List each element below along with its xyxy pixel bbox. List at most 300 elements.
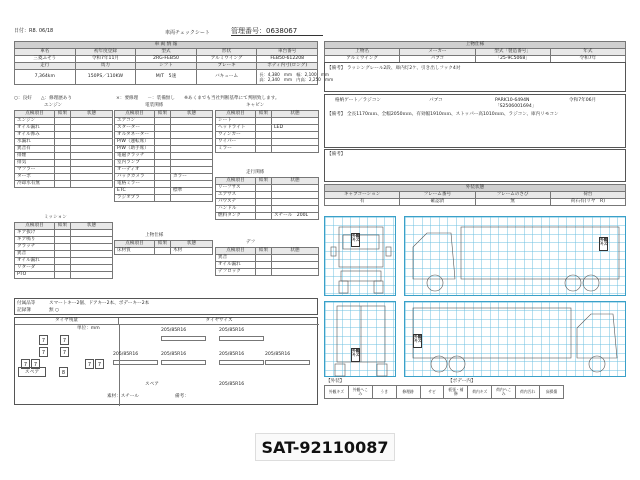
check-state [71, 230, 113, 237]
check-result [155, 174, 171, 181]
tire-size: 205/85R16 [265, 352, 291, 357]
col-header: 状態 [71, 111, 113, 118]
check-row [15, 251, 113, 258]
chassis-number: FEB50-612208 [257, 56, 318, 63]
diff-title: デフ [246, 240, 256, 245]
horsepower: 150PS／110KW [75, 70, 136, 85]
check-item: P/W（助手席） [115, 146, 155, 153]
tire-size: 205/85R16 [161, 328, 187, 333]
check-item: スターター [115, 125, 155, 132]
col-header: 点検項目 [15, 223, 55, 230]
accessories-text: スマートキー2個、ドアキー2本、ボデーキー2本 [49, 301, 150, 306]
check-state [171, 160, 213, 167]
electrical-table [114, 110, 213, 202]
check-item: オイル漏れ [15, 258, 55, 265]
col-header: メーカー [400, 49, 475, 56]
check-state [171, 125, 213, 132]
check-row [216, 146, 319, 153]
exterior-scratch-sticker: 外観 キズ [351, 348, 360, 362]
check-row [216, 262, 319, 269]
check-row [15, 139, 113, 146]
legend-item: 荷内汚れ [516, 386, 540, 399]
check-item: エアサス [216, 192, 256, 199]
spare-size-label: スペア [145, 382, 159, 387]
col-header: 結果 [55, 223, 71, 230]
upper-body-table [114, 240, 213, 255]
electrical-title: 電装関係 [145, 103, 164, 108]
check-row [115, 174, 213, 181]
brake-type: バキューム [196, 70, 257, 85]
check-item: パワステ [216, 199, 256, 206]
check-item: ハンドル [216, 206, 256, 213]
check-state [71, 125, 113, 132]
liftgate-note-text: 全長1170ｍｍ、全幅2050ｍｍ、有効幅1910ｍｍ、ストッパー高1010ｍｍ、ラジコン、庫内リモコン [347, 112, 559, 117]
check-state [71, 251, 113, 258]
check-result [55, 230, 71, 237]
check-result [55, 251, 71, 258]
upper-spec-table [324, 41, 626, 63]
check-row [15, 167, 113, 174]
check-item: ワイパー [216, 139, 256, 146]
col-header: 状態 [272, 111, 319, 118]
frame-number: 確認済 [400, 199, 475, 206]
col-header: 点検項目 [216, 111, 256, 118]
check-item: 排煙 [15, 153, 55, 160]
check-row [216, 185, 319, 192]
col-header: ブレーキ [196, 63, 257, 70]
check-result [256, 199, 272, 206]
upper-body-title: 上物仕様 [145, 233, 164, 238]
body-shape: アルミウイング [196, 56, 257, 63]
legend-item: 荷内へこみ [492, 386, 516, 399]
check-row [216, 206, 319, 213]
col-header: 結果 [155, 241, 171, 248]
check-state [71, 181, 113, 188]
check-result [256, 185, 272, 192]
tire-value: 7 [31, 359, 40, 369]
check-result [55, 272, 71, 279]
check-row [15, 230, 113, 237]
check-row [216, 199, 319, 206]
vehicle-info-table [14, 41, 334, 85]
check-row [115, 132, 213, 139]
check-state [171, 132, 213, 139]
col-header: シフト [136, 63, 197, 70]
tire-value: 7 [85, 359, 94, 369]
exterior-scratch-sticker: 外観 キズ [413, 334, 422, 348]
upper-note-label: 【備考】 [327, 66, 346, 71]
legend-exterior-title: 【外装】 [326, 379, 345, 384]
check-item: 電磁クラッチ [115, 153, 155, 160]
remarks-label: 【備考】 [327, 152, 346, 157]
check-state [71, 139, 113, 146]
check-state [272, 146, 319, 153]
check-item: バックカメラ [115, 174, 155, 181]
accessories-label: 付属品等 [17, 301, 36, 306]
tire-size: 205/85R16 [219, 352, 245, 357]
legend-left: ○：良好 △：修理歴あり [14, 96, 73, 101]
vehicle-info-title: 車 両 情 報 [15, 42, 318, 49]
col-header: 点検項目 [15, 111, 55, 118]
col-header: 年式 [550, 49, 625, 56]
check-result [55, 125, 71, 132]
col-header: 馬力 [75, 63, 136, 70]
check-row [115, 160, 213, 167]
check-item: 燃料タンク [216, 213, 256, 220]
check-result [155, 153, 171, 160]
check-result [155, 139, 171, 146]
check-result [155, 125, 171, 132]
liftgate-type: 格納ゲート／ラジコン [335, 98, 381, 103]
check-result [55, 258, 71, 265]
col-header: 状態 [171, 111, 213, 118]
check-state [272, 185, 319, 192]
col-header: 点検項目 [115, 241, 155, 248]
upper-spec-title: 上物仕様 [325, 42, 626, 49]
remarks-box [324, 149, 626, 182]
col-header: 形状 [196, 49, 257, 56]
tire-size: 205/85R16 [161, 352, 187, 357]
liftgate-serial: 「S2506001694」 [495, 104, 537, 109]
check-state: スチール 200L [272, 213, 319, 220]
check-state [171, 118, 213, 125]
check-row [15, 265, 113, 272]
transmission: M/T 5速 [136, 70, 197, 85]
mileage: 7,364km [15, 70, 76, 85]
running-table [215, 177, 319, 220]
check-item: ターボ [15, 174, 55, 181]
front-view-diagram [324, 216, 396, 296]
check-item: P/W（運転席） [115, 139, 155, 146]
col-header: 状態 [272, 248, 319, 255]
check-state [71, 258, 113, 265]
check-state: 標準 [171, 188, 213, 195]
col-header: 結果 [55, 111, 71, 118]
legend-item: うき [372, 386, 396, 399]
check-row [15, 237, 113, 244]
check-result [55, 118, 71, 125]
tire-unit: 単位：mm [77, 326, 100, 331]
check-result [55, 174, 71, 181]
check-item: ウィンカー [216, 132, 256, 139]
tire-value: 7 [21, 359, 30, 369]
sheet-title: 車両チェックシート [165, 30, 210, 36]
col-header: キャブコーション [325, 192, 400, 199]
col-header: 結果 [155, 111, 171, 118]
check-state [272, 206, 319, 213]
legend-item: 外観へこみ [348, 386, 372, 399]
diagram-legend-table [324, 385, 564, 399]
check-date: 日付：R8. 06/18 [14, 28, 54, 34]
exterior-title: 外装状態 [325, 185, 626, 192]
check-state [71, 118, 113, 125]
check-state [171, 181, 213, 188]
mission-table [14, 222, 113, 279]
check-result [155, 146, 171, 153]
check-item: オイル漏れ [216, 262, 256, 269]
check-state [272, 139, 319, 146]
check-state [71, 132, 113, 139]
engine-table [14, 110, 113, 188]
check-item: オルタネーター [115, 132, 155, 139]
check-state [272, 199, 319, 206]
spare-label: スペア [18, 367, 46, 377]
check-row [115, 146, 213, 153]
check-row [15, 174, 113, 181]
check-result [256, 139, 272, 146]
tire-value: 7 [60, 347, 69, 357]
check-result [55, 160, 71, 167]
check-item: クラッチ [15, 244, 55, 251]
records-value: 無 ○ [49, 308, 60, 313]
check-item: オイル漏れ [15, 125, 55, 132]
col-header: 点検項目 [216, 178, 256, 185]
check-row [115, 181, 213, 188]
col-header: 結果 [256, 248, 272, 255]
check-result [55, 167, 71, 174]
check-row [15, 118, 113, 125]
check-item: PTO [15, 272, 55, 279]
exterior-scratch-sticker: 外観 キズ [599, 237, 608, 251]
wheel-note: 備考： [175, 394, 189, 399]
check-state [71, 174, 113, 181]
check-item: 排気 [15, 160, 55, 167]
check-result [55, 146, 71, 153]
check-result [256, 255, 272, 262]
truck-side-icon [405, 217, 627, 297]
stock-number: SAT-92110087 [255, 433, 395, 461]
check-row [216, 125, 319, 132]
col-header: ボディ内寸(ロング) [257, 63, 318, 70]
tire-value: 7 [39, 347, 48, 357]
check-state [272, 269, 319, 276]
check-result [155, 118, 171, 125]
check-result [155, 167, 171, 174]
diff-table [215, 247, 319, 276]
check-state [171, 146, 213, 153]
check-row [15, 132, 113, 139]
check-state [171, 139, 213, 146]
first-registration: 令和7年11月 [75, 56, 136, 63]
check-state [272, 262, 319, 269]
upper-maker: パブコ [400, 56, 475, 63]
check-state: LED [272, 125, 319, 132]
check-row [115, 188, 213, 195]
check-item: エアコン [115, 118, 155, 125]
check-item: エンジン [15, 118, 55, 125]
body-dimensions: 長：4,380 mm 幅：2,100 mm 高：2,340 mm 内高：2,250 mm [257, 70, 318, 85]
check-state [171, 195, 213, 202]
upper-note-box [324, 62, 626, 92]
col-header: 結果 [256, 178, 272, 185]
cab-caution: 有 [325, 199, 400, 206]
check-state [71, 272, 113, 279]
engine-title: エンジン [44, 103, 63, 108]
model-code: 2RG-FEB50 [136, 56, 197, 63]
frame-rust: 無 [475, 199, 550, 206]
tire-size-title: タイヤサイズ [119, 318, 319, 325]
check-item: 電格ミラー [115, 181, 155, 188]
upper-year: 令和7年 [550, 56, 625, 63]
col-header: 結果 [256, 111, 272, 118]
check-row [15, 160, 113, 167]
tire-value: 7 [39, 335, 48, 345]
check-state [71, 160, 113, 167]
check-item: 床材質 [115, 248, 155, 255]
check-row [115, 118, 213, 125]
check-row [115, 248, 213, 255]
check-result [256, 269, 272, 276]
liftgate-date: 令和7年06月 [569, 98, 597, 103]
col-header: 状態 [71, 223, 113, 230]
check-state [272, 255, 319, 262]
check-row [216, 255, 319, 262]
check-result [155, 188, 171, 195]
check-result [256, 132, 272, 139]
check-result [55, 244, 71, 251]
check-state [272, 192, 319, 199]
side-view-2-diagram [404, 301, 626, 377]
check-row [15, 181, 113, 188]
col-header: 状態 [171, 241, 213, 248]
check-item: ヘッドライト [216, 125, 256, 132]
check-item: ラジオプラ [115, 195, 155, 202]
check-row [216, 213, 319, 220]
check-item: 冷却水有無 [15, 181, 55, 188]
col-header: 型式「製造番号」 [475, 49, 550, 56]
check-item: マフラー [15, 167, 55, 174]
upper-note-text: ラッシングレール2段、庫内灯2ケ、引き出しフック4対 [347, 66, 461, 71]
check-result [55, 139, 71, 146]
tires-box [14, 317, 318, 405]
check-result [256, 262, 272, 269]
col-header: 走行 [15, 63, 76, 70]
check-result [155, 132, 171, 139]
check-row [15, 272, 113, 279]
check-result [55, 237, 71, 244]
col-header: 初年度登録 [75, 49, 136, 56]
exterior-table [324, 184, 626, 206]
truck-front-icon [325, 217, 397, 297]
col-header: フレーム番号 [400, 192, 475, 199]
check-row [216, 269, 319, 276]
legend-item: 板張・補修 [444, 386, 468, 399]
col-header: 荷台 [550, 192, 625, 199]
check-item: 異音 [216, 255, 256, 262]
check-item: 室内ランプ [115, 160, 155, 167]
check-item: オイル滲み [15, 132, 55, 139]
col-header: 型式 [136, 49, 197, 56]
legend-item: 修理跡 [396, 386, 420, 399]
check-row [115, 125, 213, 132]
check-row [15, 244, 113, 251]
vehicle-name: 三菱ふそう [15, 56, 76, 63]
check-row [216, 139, 319, 146]
legend-item: 外観キズ [325, 386, 349, 399]
truck-side-icon [405, 302, 627, 378]
legend-body-title: 【ボデー内】 [448, 379, 476, 384]
check-item: 水漏れ [15, 139, 55, 146]
check-item: ETC [115, 188, 155, 195]
check-state [71, 244, 113, 251]
cargo-bed: 荷石有(リヤ R) [550, 199, 625, 206]
check-result [256, 118, 272, 125]
spare-size: 205/85R16 [219, 382, 245, 387]
accessories-box [14, 298, 318, 315]
exterior-scratch-sticker: 外観 キズ [351, 233, 360, 247]
cabin-title: キャビン [246, 103, 265, 108]
check-state: カラー [171, 174, 213, 181]
legend-item: サビ [420, 386, 444, 399]
col-header: 点検項目 [216, 248, 256, 255]
check-item: リターダ [15, 265, 55, 272]
check-row [216, 132, 319, 139]
check-item: デフロック [216, 269, 256, 276]
check-row [15, 125, 113, 132]
liftgate-model: PARK10-6494N [495, 98, 530, 103]
check-state [171, 153, 213, 160]
tire-size: 205/85R16 [113, 352, 139, 357]
col-header: 車台番号 [257, 49, 318, 56]
check-row [15, 146, 113, 153]
spare-tire-value: 8 [59, 367, 68, 377]
check-row [115, 195, 213, 202]
tire-remaining-title: タイヤ残量 [15, 318, 119, 325]
cabin-table [215, 110, 319, 153]
col-header: 車名 [15, 49, 76, 56]
check-result [155, 195, 171, 202]
running-title: 走行関係 [246, 170, 265, 175]
check-result [55, 153, 71, 160]
col-header: 点検項目 [115, 111, 155, 118]
col-header: フレームのさび [475, 192, 550, 199]
liftgate-maker: パブコ [429, 98, 443, 103]
rear-view-diagram [324, 301, 396, 377]
check-item: 異音有 [15, 146, 55, 153]
check-result [256, 206, 272, 213]
check-item: オーディオ [115, 167, 155, 174]
tire-value: 7 [60, 335, 69, 345]
check-state: 木材 [171, 248, 213, 255]
check-state [71, 265, 113, 272]
check-result [55, 181, 71, 188]
check-row [15, 153, 113, 160]
mission-title: ミッション [44, 215, 67, 220]
check-state [272, 132, 319, 139]
legend-right: ×：要修理 －：装備無し ※あくまでも当社判断基準にて判断致します。 [116, 96, 280, 101]
check-result [155, 160, 171, 167]
tire-value: 7 [95, 359, 104, 369]
check-item: リーフサス [216, 185, 256, 192]
wheel-material: 素材：スチール [107, 394, 139, 399]
legend-item: 床損傷 [540, 386, 564, 399]
check-state [71, 237, 113, 244]
check-item: ギア抜け [15, 230, 55, 237]
check-row [115, 139, 213, 146]
check-row [216, 118, 319, 125]
liftgate-box [324, 94, 626, 148]
check-result [256, 213, 272, 220]
check-item: シート [216, 118, 256, 125]
check-result [256, 192, 272, 199]
check-item: 異音 [15, 251, 55, 258]
check-result [256, 146, 272, 153]
col-header: 状態 [272, 178, 319, 185]
col-header: 上物名 [325, 49, 400, 56]
check-state [71, 146, 113, 153]
check-row [216, 192, 319, 199]
check-result [55, 265, 71, 272]
